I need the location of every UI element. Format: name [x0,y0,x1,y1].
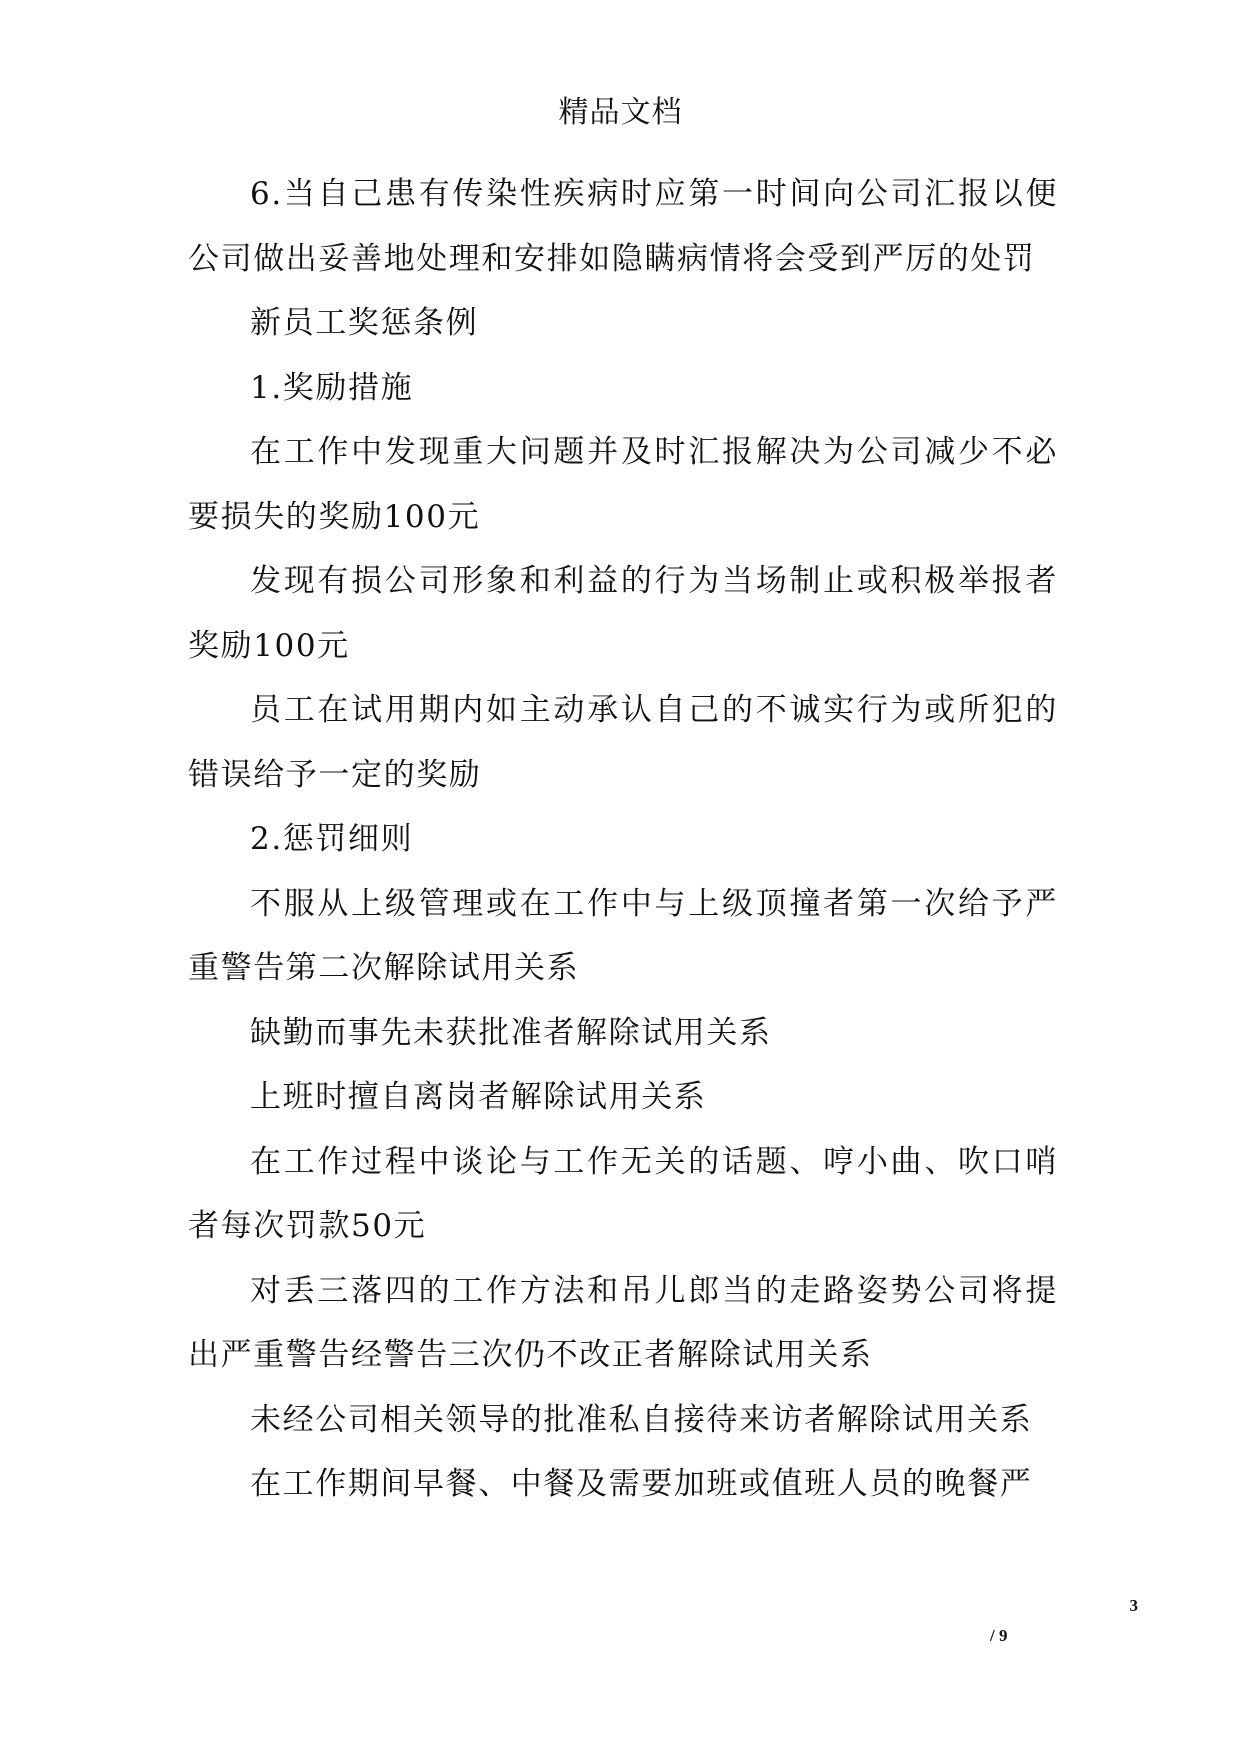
paragraph: 在工作中发现重大问题并及时汇报解决为公司减少不必要损失的奖励100元 [188,434,1058,535]
paragraph: 发现有损公司形象和利益的行为当场制止或积极举报者奖励100元 [188,563,1058,664]
paragraph: 不服从上级管理或在工作中与上级顶撞者第一次给予严重警告第二次解除试用关系 [188,885,1058,986]
section-heading: 新员工奖惩条例 [250,305,479,341]
paragraph: 对丢三落四的工作方法和吊儿郎当的走路姿势公司将提出严重警告经警告三次仍不改正者解除试用关系 [188,1272,1058,1373]
paragraph: 6.当自己患有传染性疾病时应第一时间向公司汇报以便公司做出妥善地处理和安排如隐瞒病情将会受到严厉的处罚 [188,176,1058,277]
page-header: 精品文档 [558,95,683,130]
subsection-heading: 1.奖励措施 [250,369,414,406]
paragraph: 在工作过程中谈论与工作无关的话题、哼小曲、吹口哨者每次罚款50元 [188,1143,1058,1244]
paragraph: 上班时擅自离岗者解除试用关系 [250,1079,707,1115]
paragraph: 未经公司相关领导的批准私自接待来访者解除试用关系 [250,1401,1033,1438]
page-total: / 9 [990,1626,1008,1645]
document-body [188,162,1058,1517]
paragraph: 缺勤而事先未获批准者解除试用关系 [250,1014,772,1051]
paragraph: 在工作期间早餐、中餐及需要加班或值班人员的晚餐严 [250,1466,1033,1502]
subsection-heading: 2.惩罚细则 [250,821,414,857]
page-number: 3 [1129,1596,1138,1615]
paragraph: 员工在试用期内如主动承认自己的不诚实行为或所犯的错误给予一定的奖励 [188,692,1058,793]
